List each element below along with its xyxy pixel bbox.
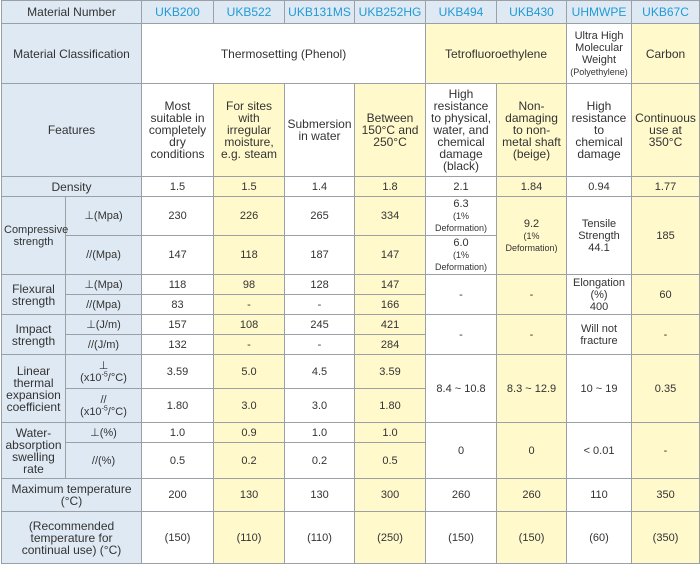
compressive-value: 230 — [142, 197, 214, 236]
impact-value: 157 — [142, 315, 214, 335]
flexural-carbon: 60 — [632, 275, 700, 315]
rectemp-value: (110) — [285, 512, 355, 564]
water-value: 0.2 — [214, 443, 285, 479]
flexural-row-perp — [2, 275, 700, 295]
linear-value: 3.59 — [142, 355, 214, 389]
density-value: 1.4 — [285, 177, 355, 197]
maxtemp-value: 200 — [142, 479, 214, 512]
flexural-value: - — [285, 295, 355, 315]
linear-carbon: 0.35 — [632, 355, 700, 423]
rectemp-value: (150) — [142, 512, 214, 564]
impact-carbon: - — [632, 315, 700, 355]
compressive-value: 147 — [355, 236, 426, 275]
impact-label: Impact strength — [2, 315, 66, 355]
material-ukb522: UKB522 — [214, 1, 285, 24]
linear-ukb494: 8.4 ~ 10.8 — [426, 355, 497, 423]
water-value: 0.5 — [142, 443, 214, 479]
linear-row-perp — [2, 355, 700, 389]
impact-value: 132 — [142, 335, 214, 355]
impact-value: 245 — [285, 315, 355, 335]
maxtemp-value: 130 — [214, 479, 285, 512]
compressive-value: 334 — [355, 197, 426, 236]
linear-sub-perp: ⊥ $(x10^{-5}/^\circ C)$ — [66, 355, 142, 389]
classification-phenol: Thermosetting (Phenol) — [142, 24, 426, 84]
water-carbon: - — [632, 423, 700, 479]
linear-sub-para: // $(x10^{-5}/^\circ C)$ — [66, 389, 142, 423]
water-value: 0.9 — [214, 423, 285, 443]
rectemp-value: (350) — [632, 512, 700, 564]
water-label: Water- absorption swelling rate — [2, 423, 66, 479]
classification-uhmw: Ultra High Molecular Weight (Polyethylene) — [567, 24, 632, 84]
compressive-value: 147 — [142, 236, 214, 275]
rectemp-value: (110) — [214, 512, 285, 564]
density-label: Density — [2, 177, 142, 197]
flexural-sub-para: //(Mpa) — [66, 295, 142, 315]
linear-value: 5.0 — [214, 355, 285, 389]
classification-label: Material Classification — [2, 24, 142, 84]
material-spec-table — [1, 0, 700, 564]
feature-ukb430: Non- damaging to non- metal shaft (beige) — [497, 84, 567, 177]
compressive-value: 118 — [214, 236, 285, 275]
flexural-uhmwpe: Elongation (%) 400 — [567, 275, 632, 315]
maxtemp-value: 260 — [426, 479, 497, 512]
maxtemp-value: 130 — [285, 479, 355, 512]
density-value: 1.5 — [142, 177, 214, 197]
material-ukb200: UKB200 — [142, 1, 214, 24]
flexural-value: 98 — [214, 275, 285, 295]
rectemp-row — [2, 512, 700, 564]
material-ukb494: UKB494 — [426, 1, 497, 24]
compressive-label: Compressive strength — [2, 197, 66, 275]
features-label: Features — [2, 84, 142, 177]
header-row — [2, 1, 700, 24]
flexural-value: 166 — [355, 295, 426, 315]
flexural-value: 83 — [142, 295, 214, 315]
rectemp-value: (150) — [426, 512, 497, 564]
compressive-carbon: 185 — [632, 197, 700, 275]
maxtemp-value: 300 — [355, 479, 426, 512]
linear-value: 4.5 — [285, 355, 355, 389]
water-sub-perp: ⊥(%) — [66, 423, 142, 443]
impact-value: - — [285, 335, 355, 355]
flexural-value: 128 — [285, 275, 355, 295]
density-value: 1.84 — [497, 177, 567, 197]
flexural-value: 118 — [142, 275, 214, 295]
maxtemp-value: 350 — [632, 479, 700, 512]
header-label: Material Number — [2, 1, 142, 24]
density-row — [2, 177, 700, 197]
feature-ukb252hg: Between 150°C and 250°C — [355, 84, 426, 177]
flexural-ukb430: - — [497, 275, 567, 315]
rectemp-value: (150) — [497, 512, 567, 564]
density-value: 0.94 — [567, 177, 632, 197]
compressive-row-perp — [2, 197, 700, 236]
density-value: 1.5 — [214, 177, 285, 197]
water-value: 1.0 — [285, 423, 355, 443]
compressive-uhmwpe: Tensile Strength 44.1 — [567, 197, 632, 275]
compressive-value: 187 — [285, 236, 355, 275]
flexural-sub-perp: ⊥(Mpa) — [66, 275, 142, 295]
maxtemp-label: Maximum temperature (°C) — [2, 479, 142, 512]
water-sub-para: //(%) — [66, 443, 142, 479]
water-row-perp — [2, 423, 700, 443]
compressive-value: 226 — [214, 197, 285, 236]
feature-ukb131ms: Submersion in water — [285, 84, 355, 177]
feature-ukb200: Most suitable in completely dry conditions — [142, 84, 214, 177]
rectemp-label: (Recommended temperature for continual use) (°C) — [2, 512, 142, 564]
feature-ukb67c: Continuous use at 350°C — [632, 84, 700, 177]
maxtemp-value: 110 — [567, 479, 632, 512]
impact-value: - — [214, 335, 285, 355]
maxtemp-value: 260 — [497, 479, 567, 512]
density-value: 1.77 — [632, 177, 700, 197]
compressive-ukb494-perp: 6.3 (1% Deformation) — [426, 197, 497, 236]
impact-sub-para: //(J/m) — [66, 335, 142, 355]
flexural-ukb494: - — [426, 275, 497, 315]
water-uhmwpe: < 0.01 — [567, 423, 632, 479]
linear-ukb430: 8.3 ~ 12.9 — [497, 355, 567, 423]
material-ukb430: UKB430 — [497, 1, 567, 24]
linear-value: 1.80 — [142, 389, 214, 423]
compressive-sub-perp: ⊥(Mpa) — [66, 197, 142, 236]
flexural-label: Flexural strength — [2, 275, 66, 315]
feature-ukb494: High resistance to physical, water, and chemical damage (black) — [426, 84, 497, 177]
compressive-value: 265 — [285, 197, 355, 236]
compressive-ukb430: 9.2 (1% Deformation) — [497, 197, 567, 275]
material-ukb67c: UKB67C — [632, 1, 700, 24]
impact-row-perp — [2, 315, 700, 335]
feature-uhmwpe: High resistance to chemical damage — [567, 84, 632, 177]
impact-sub-perp: ⊥(J/m) — [66, 315, 142, 335]
impact-ukb430: - — [497, 315, 567, 355]
classification-carbon: Carbon — [632, 24, 700, 84]
flexural-value: - — [214, 295, 285, 315]
water-value: 0.5 — [355, 443, 426, 479]
feature-ukb522: For sites with irregular moisture, e.g. steam — [214, 84, 285, 177]
rectemp-value: (250) — [355, 512, 426, 564]
flexural-value: 147 — [355, 275, 426, 295]
linear-uhmwpe: 10 ~ 19 — [567, 355, 632, 423]
classification-row — [2, 24, 700, 84]
linear-value: 3.0 — [214, 389, 285, 423]
features-row — [2, 84, 700, 177]
material-ukb252hg: UKB252HG — [355, 1, 426, 24]
impact-uhmwpe: Will not fracture — [567, 315, 632, 355]
density-value: 2.1 — [426, 177, 497, 197]
linear-value: 3.59 — [355, 355, 426, 389]
impact-ukb494: - — [426, 315, 497, 355]
impact-value: 284 — [355, 335, 426, 355]
material-uhmwpe: UHMWPE — [567, 1, 632, 24]
water-value: 0.2 — [285, 443, 355, 479]
water-ukb430: 0 — [497, 423, 567, 479]
impact-value: 108 — [214, 315, 285, 335]
compressive-ukb494-para: 6.0 (1% Deformation) — [426, 236, 497, 275]
linear-value: 3.0 — [285, 389, 355, 423]
compressive-sub-para: //(Mpa) — [66, 236, 142, 275]
density-value: 1.8 — [355, 177, 426, 197]
water-value: 1.0 — [142, 423, 214, 443]
rectemp-value: (60) — [567, 512, 632, 564]
material-ukb131ms: UKB131MS — [285, 1, 355, 24]
water-value: 1.0 — [355, 423, 426, 443]
linear-value: 1.80 — [355, 389, 426, 423]
linear-label: Linear thermal expansion coefficient — [2, 355, 66, 423]
maxtemp-row — [2, 479, 700, 512]
water-ukb494: 0 — [426, 423, 497, 479]
impact-value: 421 — [355, 315, 426, 335]
classification-tfe: Tetrofluoroethylene — [426, 24, 567, 84]
